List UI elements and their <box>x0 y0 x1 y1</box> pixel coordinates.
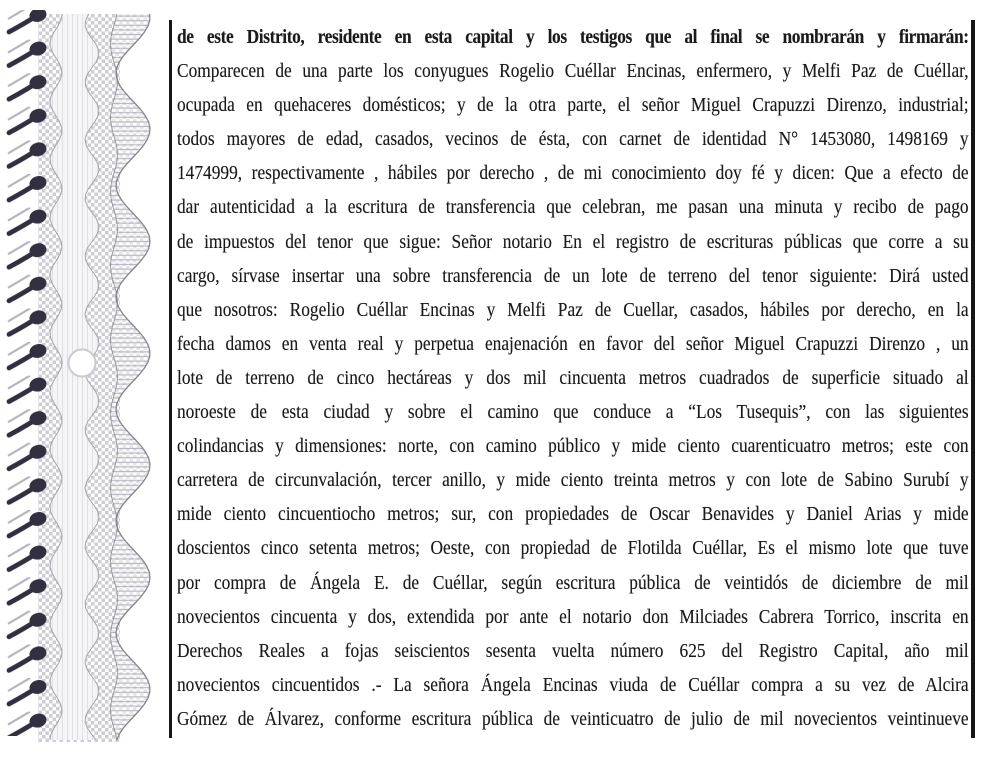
document-line: doscientos cinco setenta metros; Oeste, con propiedad de Flotilda Cuéllar, Es el mismo lote que tuve <box>177 537 969 560</box>
document-line: Gómez de Álvarez, conforme escritura pública de veinticuatro de julio de mil novecientos veintinueve <box>177 707 969 730</box>
document-line: ocupada en quehaceres domésticos; y de la otra parte, el señor Miguel Crapuzzi Direnzo, industrial; <box>177 94 969 117</box>
text-left-rule <box>169 20 172 738</box>
text-right-rule <box>971 20 975 738</box>
document-line: mide ciento cincuentiocho metros; sur, con propiedades de Oscar Benavides y Daniel Arias y mide <box>177 503 969 526</box>
document-line: 1474999, respectivamente , hábiles por derecho , de mi conocimiento doy fé y dicen: Que a efecto de <box>177 162 969 185</box>
document-line: novecientos cincuenta y dos, extendida por ante el notario don Milciades Cabrera Torrico, inscrita en <box>177 605 969 628</box>
document-text <box>177 20 969 736</box>
document-line: de impuestos del tenor que sigue: Señor notario En el registro de escrituras públicas que corre a su <box>177 230 969 253</box>
document-line: lote de terreno de cinco hectáreas y dos mil cincuenta metros cuadrados de superficie situado al <box>177 366 969 389</box>
document-line: de este Distrito, residente en esta capital y los testigos que al final se nombrarán y firmarán: <box>177 26 969 48</box>
document-line: fecha damos en venta real y perpetua enajenación en favor del señor Miguel Crapuzzi Direnzo , un <box>177 332 969 355</box>
document-line: cargo, sírvase insertar una sobre transferencia de un lote de terreno del tenor siguiente: Dirá usted <box>177 264 969 287</box>
document-line: colindancias y dimensiones: norte, con camino público y mide ciento cuarenticuatro metros; este con <box>177 435 969 458</box>
document-line: Derechos Reales a fojas seiscientos sesenta vuelta número 625 del Registro Capital, año mil <box>177 639 969 662</box>
document-line: noroeste de esta ciudad y sobre el camino que conduce a “Los Tusequis”, con las siguientes <box>177 401 969 424</box>
document-line: dar autenticidad a la escritura de transferencia que celebran, me pasan una minuta y recibo de pago <box>177 196 969 219</box>
document-line: Comparecen de una parte los conyugues Rogelio Cuéllar Encinas, enfermero, y Melfi Paz de Cuéllar, <box>177 60 969 83</box>
document-line: todos mayores de edad, casados, vecinos de ésta, con carnet de identidad N° 1453080, 1498169 y <box>177 128 969 151</box>
document-line: que nosotros: Rogelio Cuéllar Encinas y Melfi Paz de Cuellar, casados, hábiles por derecho, en la <box>177 298 969 321</box>
document-line: novecientos cincuentidos .- La señora Ángela Encinas viuda de Cuéllar compra a su vez de Alcira <box>177 673 969 696</box>
document-line: por compra de Ángela E. de Cuéllar, según escritura pública de veintidós de diciembre de mil <box>177 571 969 594</box>
document-line: carretera de circunvalación, tercer anillo, y mide ciento treinta metros y con lote de Sabino Surubí y <box>177 469 969 492</box>
